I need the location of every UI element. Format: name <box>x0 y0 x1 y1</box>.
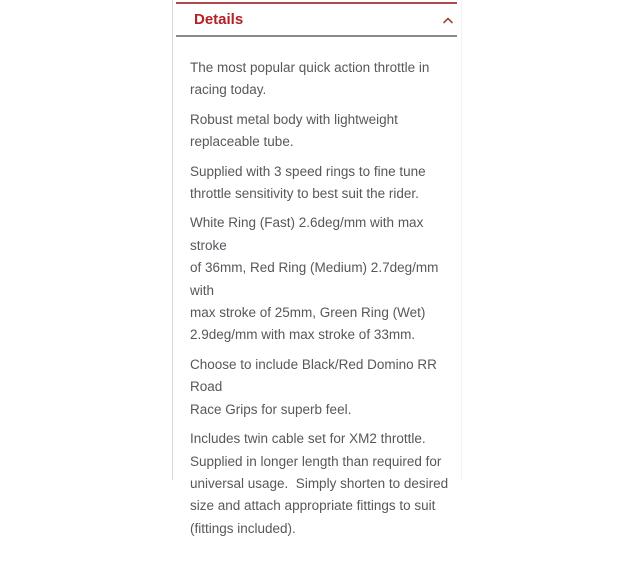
accordion-title: Details <box>194 11 244 28</box>
description-paragraph: The most popular quick action throttle in racing today. <box>190 60 430 98</box>
description-paragraph: Supplied with 3 speed rings to fine tune throttle sensitivity to best suit the rider. <box>190 163 426 202</box>
description-paragraph: Includes twin cable set for XM2 throttle. Supplied in longer length than required for universal usage. Simply shorten to desired size and attach appropriate fittings to suit (fittings included). <box>190 431 449 536</box>
details-accordion-content <box>176 37 457 561</box>
description-paragraph: White Ring (Fast) 2.6deg/mm with max stroke of 36mm, Red Ring (Medium) 2.7deg/mm with max stroke of 25mm, Green Ring (Wet) 2.9deg/mm with max stroke of 33mm. <box>190 215 439 343</box>
description-paragraph: Choose to include Black/Red Domino RR Road Race Grips for superb feel. <box>190 356 437 417</box>
details-accordion-header[interactable] <box>176 2 457 37</box>
content-column <box>172 0 462 536</box>
details-accordion <box>176 2 457 561</box>
chevron-up-icon[interactable] <box>442 14 454 26</box>
description-paragraph: Robust metal body with lightweight replaceable tube. <box>190 111 398 150</box>
